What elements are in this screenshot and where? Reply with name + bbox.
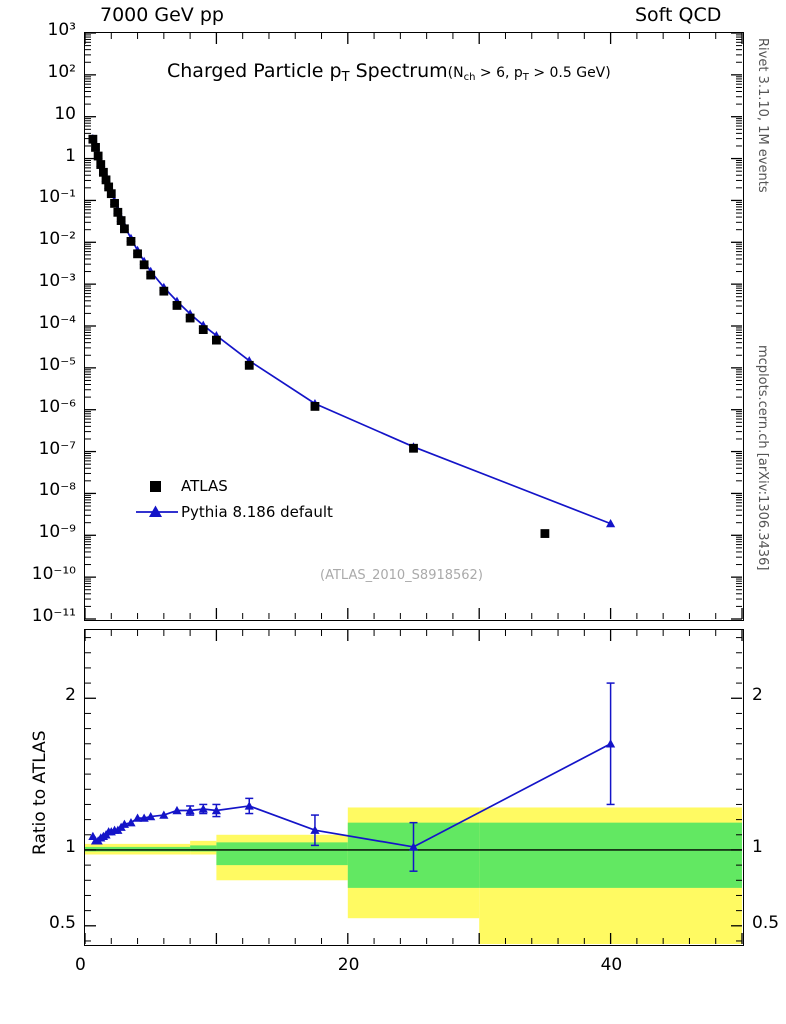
main-y-tick-label: 10⁻⁹: [38, 522, 76, 543]
ratio-y-tick-label-right: 2: [752, 685, 763, 706]
main-y-tick-label: 10⁻²: [38, 229, 76, 250]
header-left: 7000 GeV pp: [100, 4, 224, 26]
plot-title-paren: (N: [447, 65, 464, 81]
main-plot-svg: [85, 33, 742, 619]
plot-title-paren-end: > 0.5 GeV): [528, 65, 611, 81]
main-y-tick-label: 10⁻¹: [38, 187, 76, 208]
main-y-tick-label: 10⁻⁴: [38, 313, 76, 333]
legend-item-0: [133, 473, 333, 499]
x-tick-label: 0: [75, 955, 86, 975]
header-right: Soft QCD: [635, 4, 722, 26]
legend-item-1: [133, 499, 333, 525]
plot-title-sub-t: T: [341, 70, 350, 85]
plot-title-rest: Spectrum: [349, 60, 448, 82]
legend-marker-square: [133, 475, 181, 497]
main-y-tick-label: 10⁻¹¹: [31, 606, 76, 626]
plot-title-paren-rest: > 6, p: [475, 65, 523, 81]
main-y-tick-label: 10⁻⁶: [38, 396, 76, 417]
side-caption-top: Rivet 3.1.10, 1M events: [755, 38, 770, 193]
mc-curve: [93, 139, 611, 524]
ratio-y-tick-label-left: 2: [65, 685, 76, 706]
main-y-tick-label: 10²: [47, 61, 76, 82]
analysis-watermark: (ATLAS_2010_S8918562): [320, 568, 483, 583]
main-y-tick-label: 10⁻⁷: [38, 438, 76, 459]
main-y-tick-label: 10⁻⁸: [38, 480, 76, 501]
main-y-tick-label: 1: [65, 145, 76, 166]
main-y-tick-label: 10⁻⁵: [38, 354, 76, 375]
side-caption-bottom: mcplots.cern.ch [arXiv:1306.3436]: [755, 345, 770, 571]
main-y-tick-label: 10⁻¹⁰: [31, 564, 76, 585]
legend-label-1: Pythia 8.186 default: [181, 503, 333, 521]
plot-title-paren-sub2: T: [522, 72, 529, 83]
legend-marker-triangle: [133, 501, 181, 523]
ratio-y-tick-label-left: 0.5: [48, 912, 76, 933]
mc-markers: [88, 134, 615, 527]
main-y-tick-label: 10: [54, 103, 76, 124]
ratio-y-tick-label-left: 1: [65, 836, 76, 857]
x-tick-label: 40: [600, 955, 623, 975]
ratio-y-axis-label: Ratio to ATLAS: [30, 730, 50, 855]
legend-label-0: ATLAS: [181, 477, 228, 495]
main-axis-ticks: [85, 33, 742, 619]
plot-title-main: Charged Particle p: [167, 60, 342, 82]
ratio-y-tick-label-right: 1: [752, 836, 763, 857]
legend: [133, 473, 333, 525]
ratio-plot-panel: [84, 629, 744, 946]
plot-title: [167, 60, 611, 85]
ratio-y-tick-label-right: 0.5: [752, 912, 780, 933]
ratio-plot-svg: [85, 630, 742, 944]
main-y-tick-label: 10³: [47, 20, 76, 40]
main-plot-panel: [84, 32, 744, 621]
x-tick-label: 20: [337, 955, 360, 975]
plot-title-paren-sub: ch: [463, 72, 476, 83]
main-y-tick-label: 10⁻³: [38, 271, 76, 292]
